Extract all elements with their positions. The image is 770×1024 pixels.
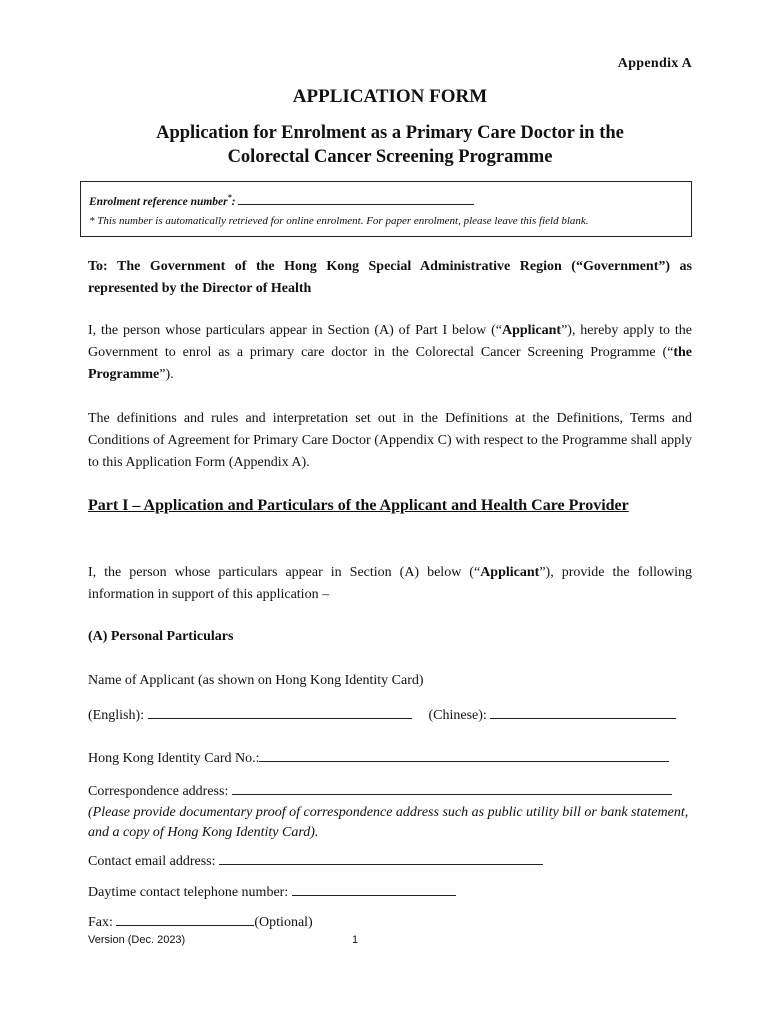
subtitle-line-2: Colorectal Cancer Screening Programme [227, 147, 553, 167]
p1-applicant-term: Applicant [501, 323, 562, 338]
address-label: Correspondence address: [88, 784, 229, 799]
telephone-field[interactable] [292, 882, 456, 896]
address-field[interactable] [232, 781, 672, 795]
p3-text-2: ”), provide the following information in support of this application – [88, 565, 693, 602]
address-row [88, 781, 672, 800]
fax-field[interactable] [116, 912, 254, 926]
reference-number-row [89, 193, 474, 208]
section-a-heading: (A) Personal Particulars [88, 629, 234, 644]
address-proof-note: (Please provide documentary proof of correspondence address such as public utility bill or bank statement, and a copy of Hong Kong Identity Card). [88, 805, 689, 840]
footer-page-number: 1 [352, 934, 359, 946]
form-title: APPLICATION FORM [292, 86, 488, 107]
p1-programme-term: the Programme [88, 345, 692, 382]
email-row [88, 851, 543, 870]
reference-number-label: Enrolment reference number [89, 196, 228, 208]
p3-applicant-term: Applicant [480, 565, 540, 580]
reference-number-note: * This number is automatically retrieved for online enrolment. For paper enrolment, please leave this field blank. [89, 215, 589, 227]
english-name-field[interactable] [148, 705, 412, 719]
p1-text-2: ”), hereby apply to the Government to enrol as a primary care doctor in the Colorectal Cancer Screening Programme (“ [88, 323, 692, 360]
hkid-field[interactable] [259, 748, 669, 762]
telephone-row [88, 882, 456, 901]
subtitle-line-1: Application for Enrolment as a Primary Care Doctor in the [156, 123, 624, 143]
applicant-name-label: Name of Applicant (as shown on Hong Kong Identity Card) [88, 673, 424, 688]
reference-number-field[interactable] [238, 193, 474, 205]
appendix-label: Appendix A [617, 56, 692, 71]
fax-label: Fax: [88, 915, 113, 930]
footer-version: Version (Dec. 2023) [88, 934, 186, 946]
addressee-paragraph: To: The Government of the Hong Kong Special Administrative Region (“Government”) as represented by the Director of Health [88, 259, 692, 296]
form-subtitle [80, 121, 700, 169]
hkid-row [88, 748, 669, 767]
reference-colon: : [231, 196, 236, 208]
name-fields-row [88, 705, 676, 724]
part-1-heading: Part I – Application and Particulars of the Applicant and Health Care Provider [88, 497, 629, 514]
part-1-intro-paragraph [88, 562, 692, 606]
p1-text-3: ”). [159, 367, 174, 382]
p3-text-1: I, the person whose particulars appear in Section (A) below (“ [88, 565, 481, 580]
reference-asterisk: * [227, 193, 232, 203]
reference-number-box [80, 181, 692, 237]
email-field[interactable] [219, 851, 543, 865]
application-paragraph [88, 320, 692, 386]
email-label: Contact email address: [88, 854, 216, 869]
chinese-name-field[interactable] [490, 705, 676, 719]
chinese-name-label: (Chinese): [428, 708, 487, 723]
telephone-label: Daytime contact telephone number: [88, 885, 289, 900]
definitions-paragraph: The definitions and rules and interpretation set out in the Definitions at the Definitions, Terms and Conditions of Agreement for Primary Care Doctor (Appendix C) with respect to the Programme shall apply to this Application Form (Appendix A). [88, 411, 692, 470]
fax-row [88, 912, 313, 931]
english-name-label: (English): [88, 708, 144, 723]
p1-text-1: I, the person whose particulars appear in Section (A) of Part I below (“ [88, 323, 502, 338]
fax-optional-label: (Optional) [254, 915, 313, 930]
hkid-label: Hong Kong Identity Card No.: [88, 751, 260, 766]
